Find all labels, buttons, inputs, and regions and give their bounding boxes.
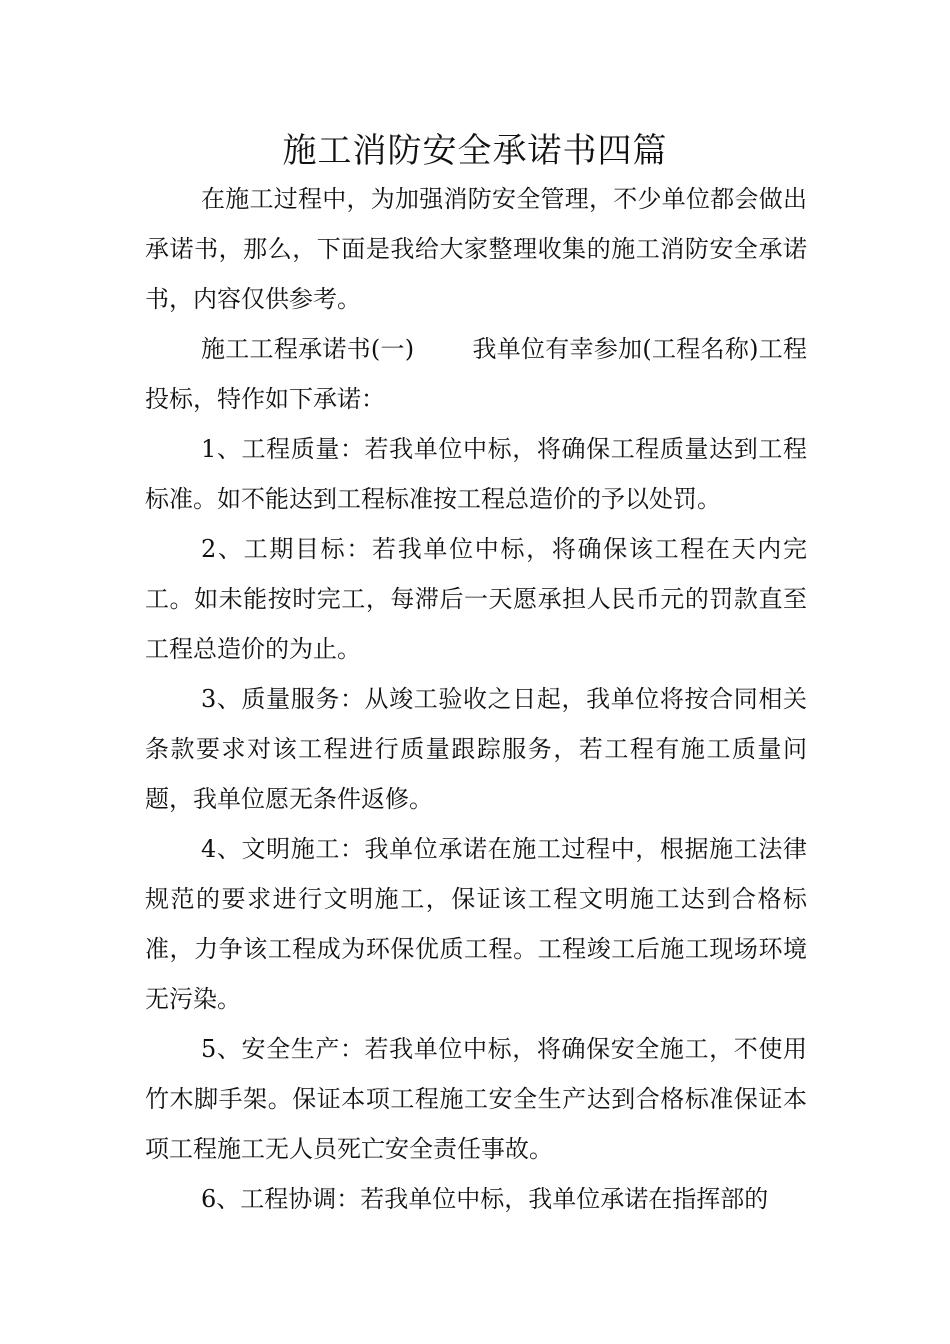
section-opening: 我单位有幸参加(工程名称)工程投标，特作如下承诺： <box>145 335 807 413</box>
section-paragraph <box>145 324 807 424</box>
item-paragraph: 3、质量服务：从竣工验收之日起，我单位将按合同相关条款要求对该工程进行质量跟踪服务，若工程有施工质量问题，我单位愿无条件返修。 <box>145 685 807 813</box>
document-body <box>145 174 807 1224</box>
item-paragraph: 6、工程协调：若我单位中标，我单位承诺在指挥部的 <box>201 1185 769 1213</box>
section-heading: 施工工程承诺书(一) <box>201 335 415 363</box>
item-paragraph: 1、工程质量：若我单位中标，将确保工程质量达到工程标准。如不能达到工程标准按工程总造价的予以处罚。 <box>145 435 807 513</box>
item-paragraph: 4、文明施工：我单位承诺在施工过程中，根据施工法律规范的要求进行文明施工，保证该工程文明施工达到合格标准，力争该工程成为环保优质工程。工程竣工后施工现场环境无污染。 <box>145 835 807 1013</box>
document-title: 施工消防安全承诺书四篇 <box>282 131 668 171</box>
intro-paragraph: 在施工过程中，为加强消防安全管理，不少单位都会做出承诺书，那么，下面是我给大家整理收集的施工消防安全承诺书，内容仅供参考。 <box>145 185 807 313</box>
item-paragraph: 2、工期目标：若我单位中标，将确保该工程在天内完工。如未能按时完工，每滞后一天愿承担人民币元的罚款直至工程总造价的为止。 <box>145 535 807 663</box>
item-paragraph: 5、安全生产：若我单位中标，将确保安全施工，不使用竹木脚手架。保证本项工程施工安全生产达到合格标准保证本项工程施工无人员死亡安全责任事故。 <box>145 1035 807 1163</box>
